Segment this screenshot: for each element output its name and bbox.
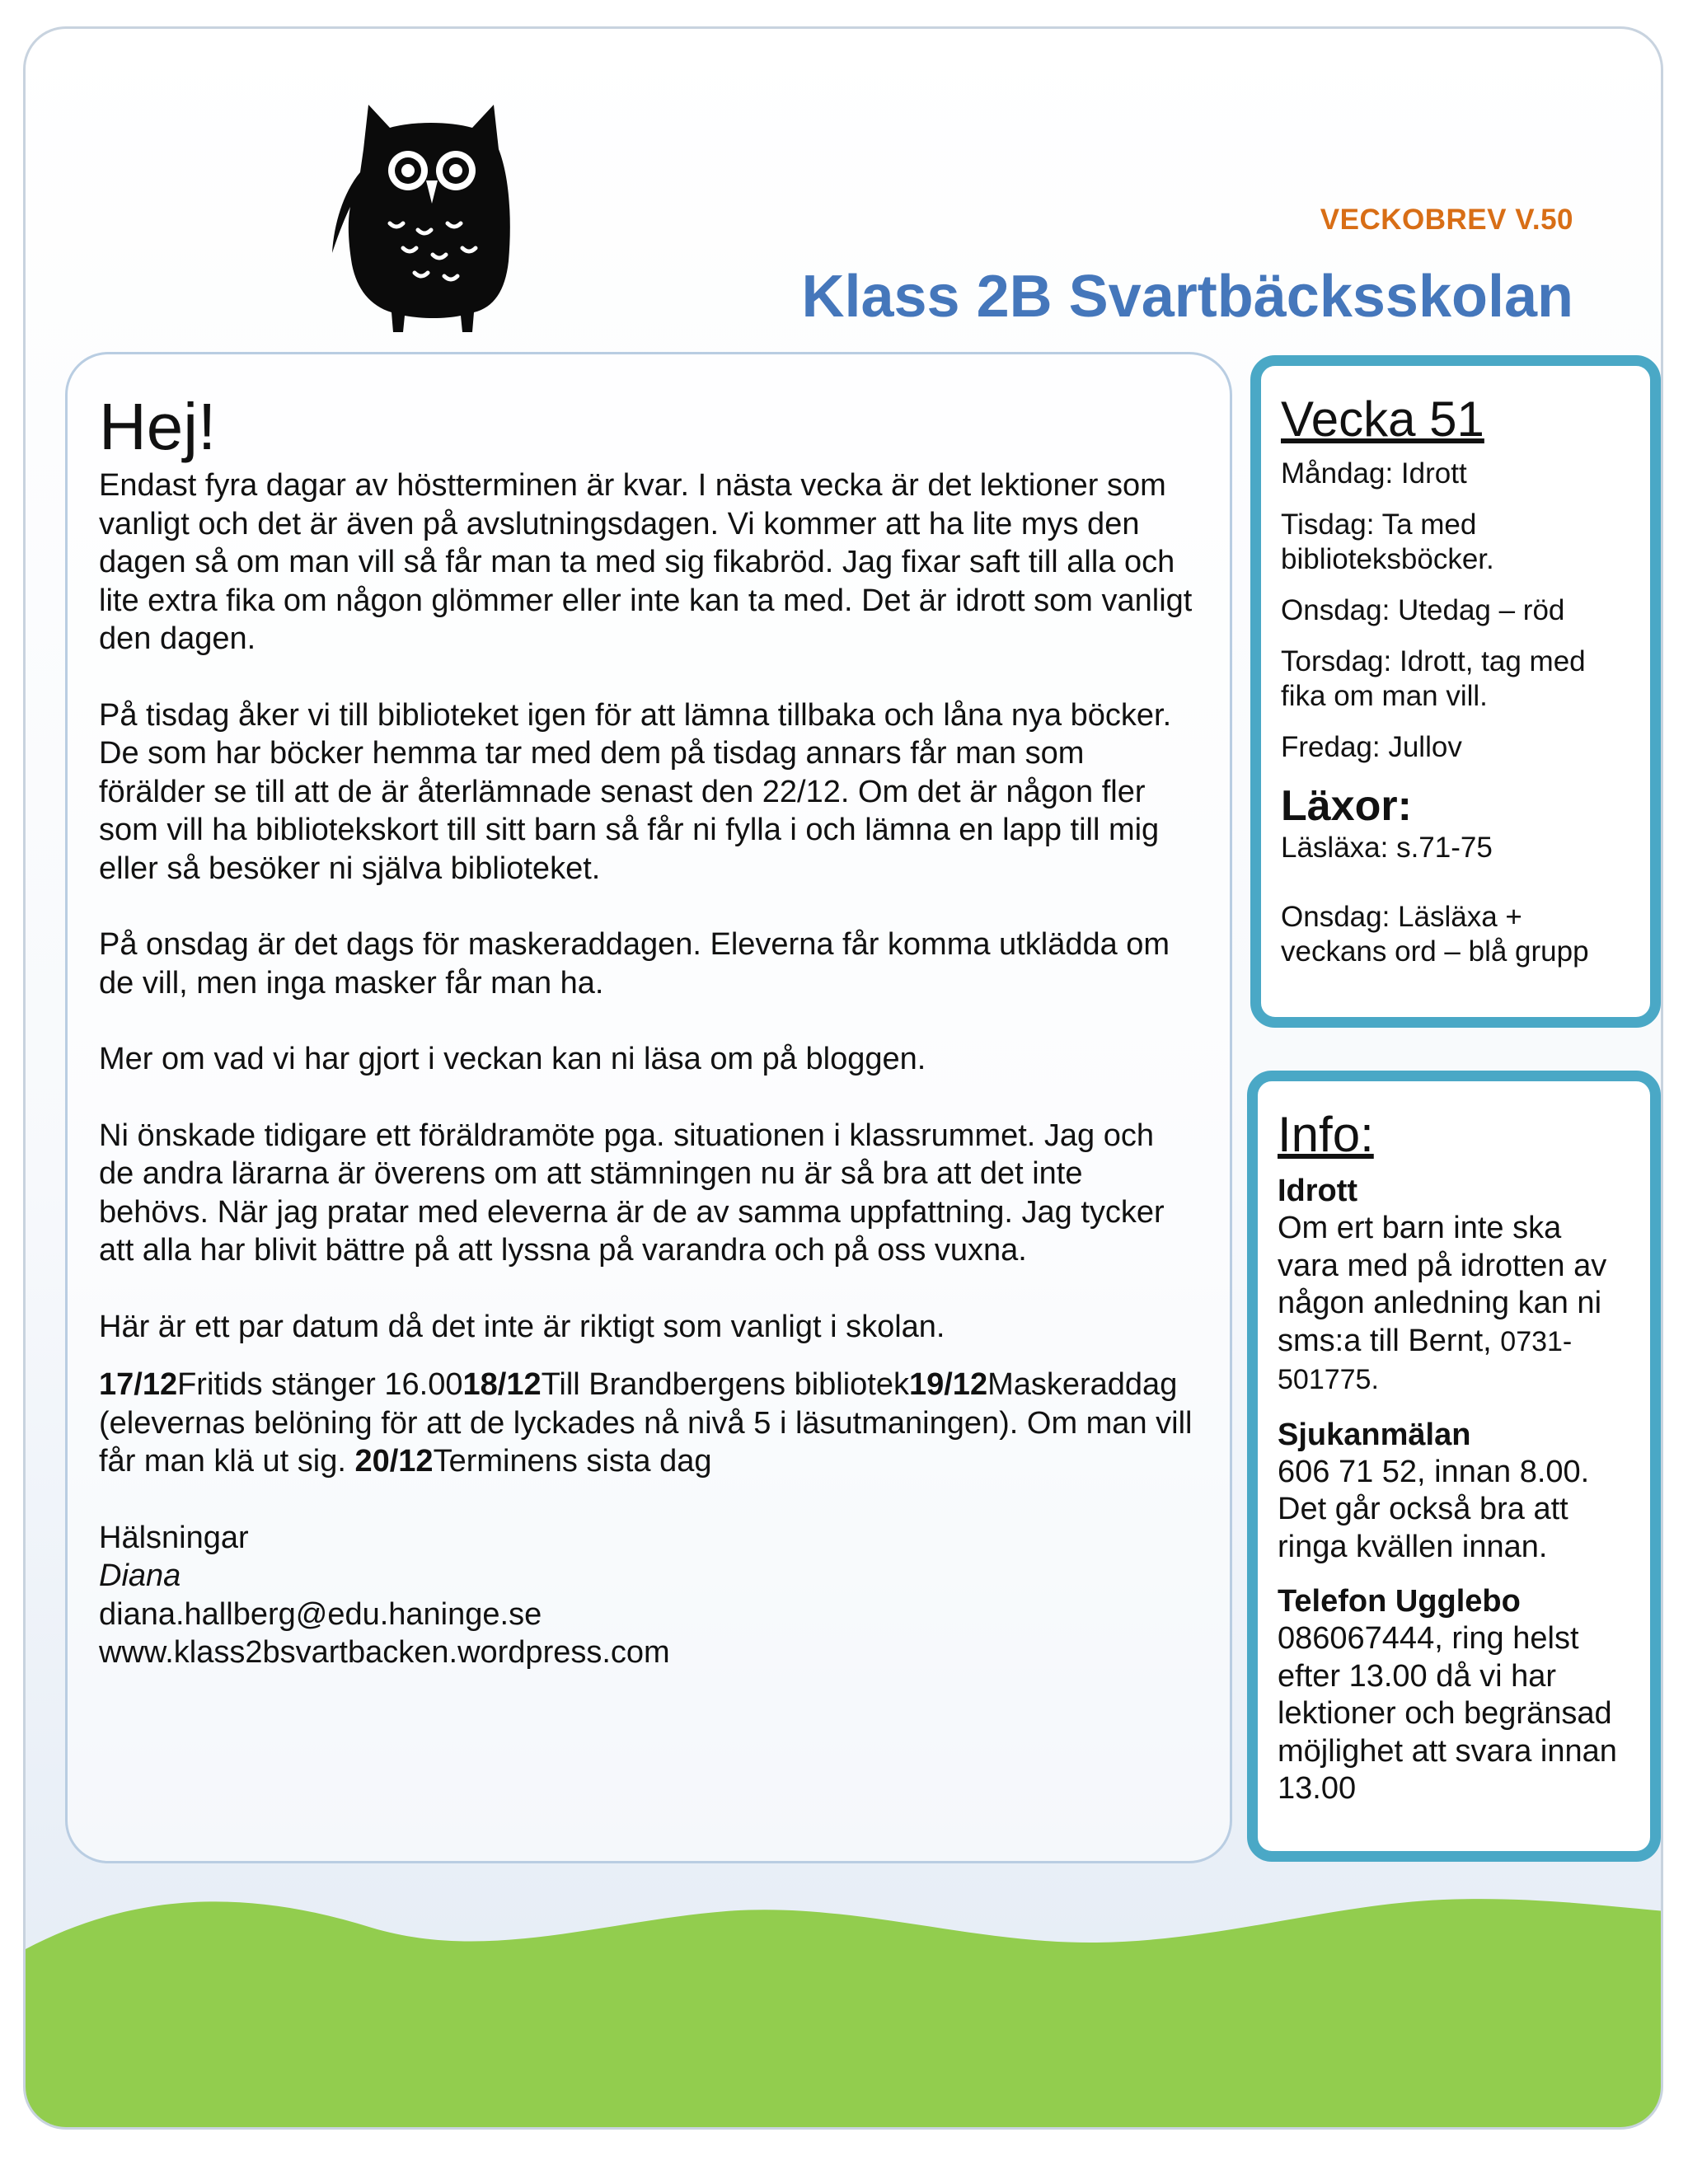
signature-block bbox=[99, 1519, 1197, 1672]
letter-paragraph: På onsdag är det dags för maskeraddagen. Eleverna får komma utklädda om de vill, men inga masker får man ha. bbox=[99, 927, 1170, 1001]
info-punct: . bbox=[1371, 1364, 1379, 1395]
schedule-day: Tisdag: Ta med biblioteksböcker. bbox=[1281, 509, 1494, 575]
week-panel bbox=[1250, 355, 1661, 1028]
phone-number: 0731-501775 bbox=[1278, 1325, 1573, 1395]
date-text: Fritids stänger 16.00 bbox=[177, 1367, 463, 1402]
schedule-day: Onsdag: Utedag – röd bbox=[1281, 594, 1565, 626]
date-label: 18/12 bbox=[462, 1367, 542, 1402]
letter-paragraph: Ni önskade tidigare ett föräldramöte pga. situationen i klassrummet. Jag och de andra lärarna är överens om att stämningen nu är så bra att det inte behövs. När jag pratar med eleverna är de av samma uppfattning. Jag tycker att alla har blivit bättre på att lyssna på varandra och på oss vuxna. bbox=[99, 1118, 1165, 1268]
info-text: 086067444, ring helst efter 13.00 då vi har lektioner och begränsad möjlighet att svara innan 13.00 bbox=[1278, 1621, 1617, 1806]
letter-paragraph: På tisdag åker vi till biblioteket igen för att lämna tillbaka och låna nya böcker. De som har böcker hemma tar med dem på tisdag annars får man som förälder se till att de är återlämnade senast den 22/12. Om det är någon fler som vill ha bibliotekskort till sitt barn så får ni fylla i och lämna en lapp till mig eller så besöker ni själva biblioteket. bbox=[99, 697, 1172, 886]
letter-panel bbox=[65, 352, 1232, 1863]
date-text: Terminens sista dag bbox=[433, 1444, 712, 1479]
letter-paragraph: Endast fyra dagar av höstterminen är kvar. I nästa vecka är det lektioner som vanligt och det är även på avslutningsdagen. Vi kommer att ha lite mys den dagen så om man vill så får man ta med sig fikabröd. Jag fixar saft till alla och lite extra fika om någon glömmer eller inte kan ta med. Det är idrott som vanligt den dagen. bbox=[99, 468, 1193, 656]
date-text: Maskeraddag (elevernas belöning för att de lyckades nå nivå 5 i läsutmaningen). Om man vill får man klä ut sig. bbox=[99, 1367, 1193, 1479]
date-text: Till Brandbergens bibliotek bbox=[541, 1367, 909, 1402]
letter-paragraph: Här är ett par datum då det inte är riktigt som vanligt i skolan. bbox=[99, 1309, 945, 1344]
date-label: 17/12 bbox=[99, 1367, 178, 1402]
newsletter-week-label: VECKOBREV V.50 bbox=[1320, 204, 1573, 236]
date-label: 20/12 bbox=[354, 1444, 434, 1479]
homework-title: Läxor: bbox=[1281, 782, 1412, 830]
owl-icon bbox=[332, 100, 530, 334]
schedule-day: Fredag: Jullov bbox=[1281, 731, 1462, 763]
homework-item: Onsdag: Läsläxa + veckans ord – blå grupp bbox=[1281, 901, 1589, 968]
page-title: Klass 2B Svartbäcksskolan bbox=[801, 264, 1573, 330]
info-body: Om ert barn inte ska vara med på idrotten av någon anledning kan ni sms:a till Bernt, bbox=[1278, 1211, 1607, 1358]
info-text: 606 71 52, innan 8.00. Det går också bra att ringa kvällen innan. bbox=[1278, 1454, 1590, 1564]
info-heading: Idrott bbox=[1278, 1174, 1358, 1208]
greeting-heading: Hej! bbox=[99, 390, 217, 463]
schedule-day: Måndag: Idrott bbox=[1281, 457, 1467, 490]
schedule-day: Torsdag: Idrott, tag med fika om man vill. bbox=[1281, 645, 1586, 712]
info-heading: Telefon Ugglebo bbox=[1278, 1584, 1521, 1619]
week-title: Vecka 51 bbox=[1281, 391, 1484, 447]
website-link[interactable]: www.klass2bsvartbacken.wordpress.com bbox=[99, 1635, 670, 1670]
green-hills-decoration bbox=[26, 1883, 1663, 2130]
email-link[interactable]: diana.hallberg@edu.haninge.se bbox=[99, 1596, 542, 1632]
info-text bbox=[1278, 1210, 1630, 1399]
letter-paragraph: Mer om vad vi har gjort i veckan kan ni läsa om på bloggen. bbox=[99, 1042, 926, 1076]
signature-name: Diana bbox=[99, 1558, 181, 1593]
closing-text: Hälsningar bbox=[99, 1520, 249, 1555]
dates-list bbox=[99, 1366, 1197, 1481]
homework-item: Läsläxa: s.71-75 bbox=[1281, 832, 1493, 864]
info-panel bbox=[1247, 1071, 1661, 1862]
date-label: 19/12 bbox=[908, 1367, 988, 1402]
info-title: Info: bbox=[1278, 1107, 1374, 1162]
newsletter-page bbox=[23, 26, 1663, 2130]
info-heading: Sjukanmälan bbox=[1278, 1417, 1471, 1452]
